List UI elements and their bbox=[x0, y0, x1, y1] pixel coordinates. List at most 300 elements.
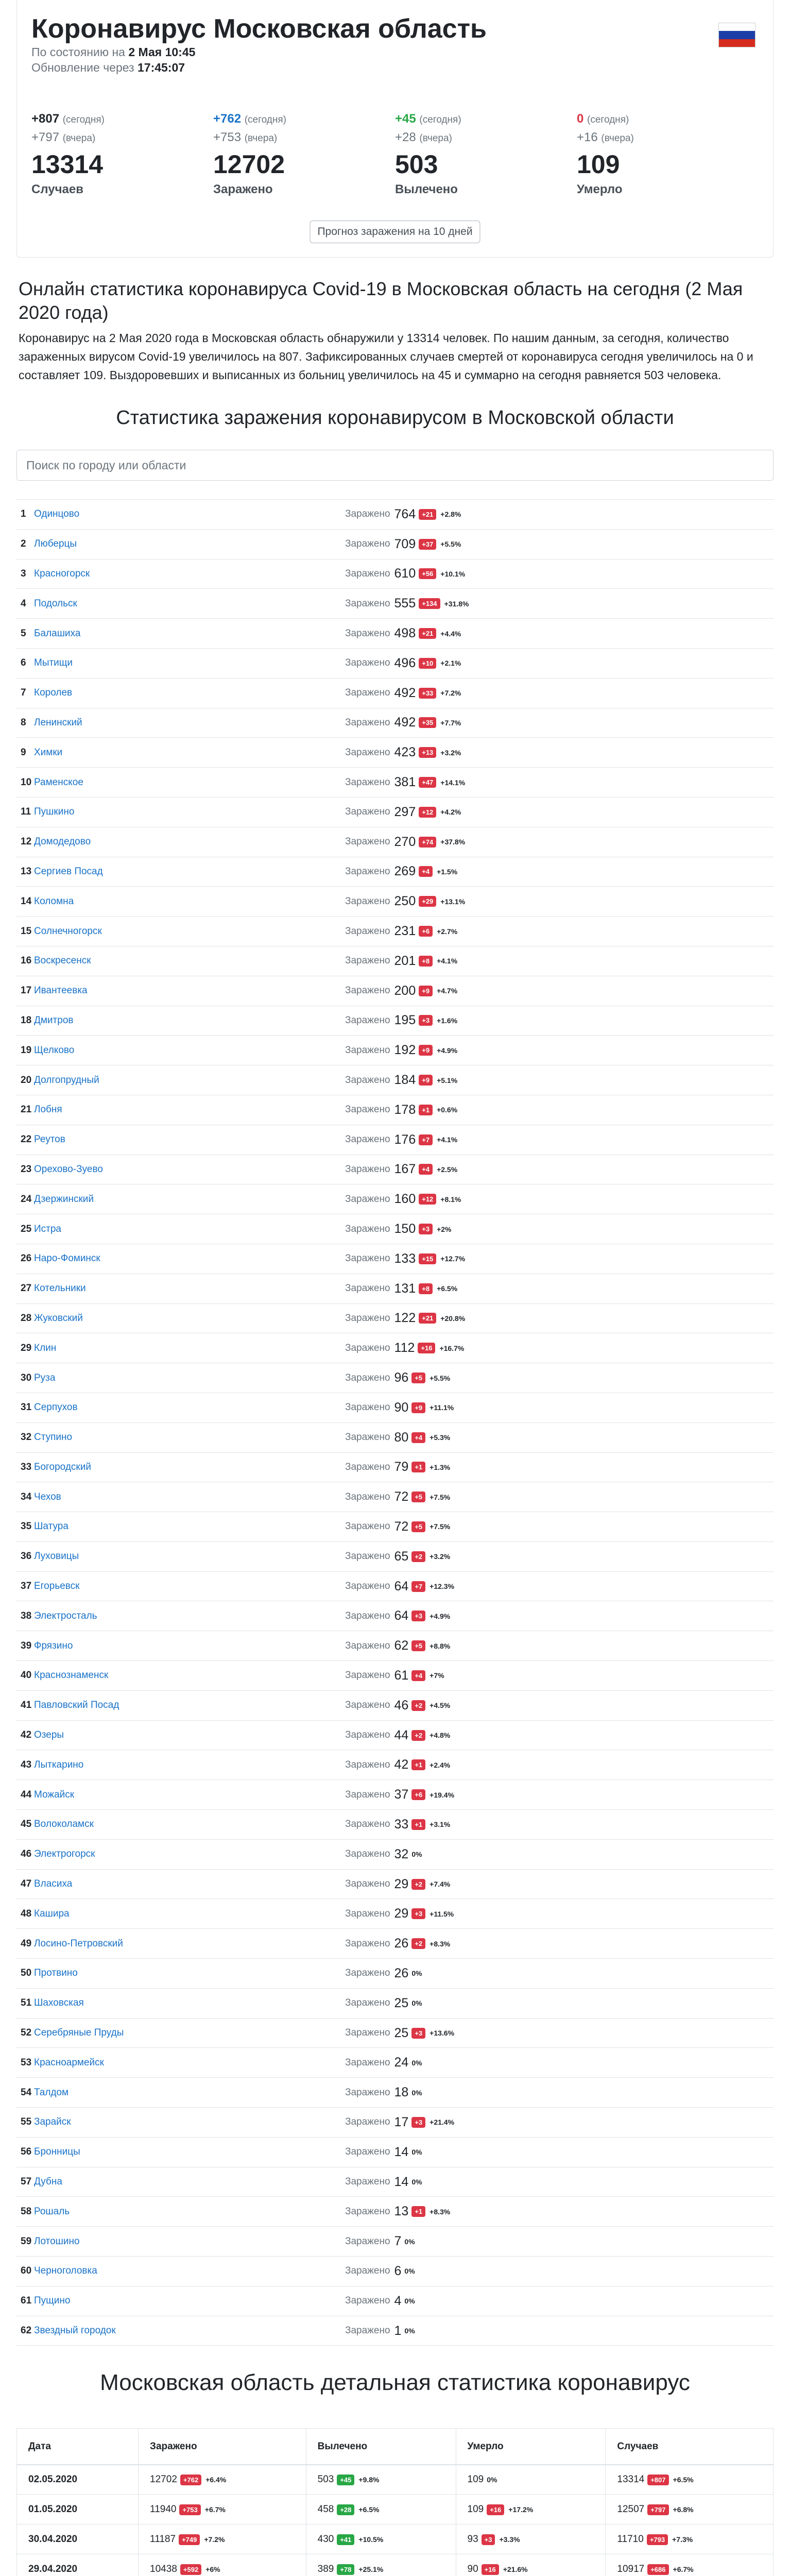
city-row bbox=[16, 2108, 774, 2138]
infected-value: 96 bbox=[394, 1370, 409, 1385]
city-link[interactable]: Рошаль bbox=[34, 2206, 70, 2217]
delta-percent: +2.5% bbox=[437, 1165, 458, 1174]
infected-value: 133 bbox=[394, 1251, 416, 1266]
page-title: Коронавирус Московская область bbox=[31, 14, 487, 44]
city-link[interactable]: Воскресенск bbox=[34, 955, 91, 967]
city-link[interactable]: Королев bbox=[34, 687, 73, 699]
city-rank: 8 bbox=[21, 717, 26, 728]
city-link[interactable]: Талдом bbox=[34, 2087, 69, 2098]
city-link[interactable]: Павловский Посад bbox=[34, 1700, 119, 1711]
delta-percent: +0.6% bbox=[437, 1106, 458, 1114]
city-link[interactable]: Люберцы bbox=[34, 538, 77, 550]
infected-label: Заражено bbox=[345, 2057, 390, 2068]
city-row bbox=[16, 1631, 774, 1661]
delta-badge: +5 bbox=[411, 1640, 425, 1651]
infected-label: Заражено bbox=[345, 2027, 390, 2039]
city-rank: 47 bbox=[21, 1878, 32, 1890]
city-rank: 18 bbox=[21, 1014, 32, 1026]
city-link[interactable]: Солнечногорск bbox=[34, 925, 102, 937]
delta-percent: 0% bbox=[411, 2178, 422, 2187]
infected-value: 195 bbox=[394, 1013, 416, 1028]
delta-percent: +7.4% bbox=[430, 1880, 451, 1889]
city-link[interactable]: Лосино-Петровский bbox=[34, 1938, 123, 1949]
city-link[interactable]: Луховицы bbox=[34, 1551, 79, 1562]
infected-label: Заражено bbox=[345, 598, 390, 609]
city-rank: 38 bbox=[21, 1610, 32, 1621]
delta-badge: +16 bbox=[482, 2564, 499, 2575]
cell-value: 93 bbox=[467, 2533, 478, 2545]
city-link[interactable]: Протвино bbox=[34, 1968, 78, 1979]
infected-value: 14 bbox=[394, 2144, 409, 2159]
city-row bbox=[16, 2257, 774, 2286]
delta-badge: +4 bbox=[419, 1164, 433, 1175]
city-rank: 45 bbox=[21, 1819, 32, 1830]
city-row bbox=[16, 887, 774, 917]
delta-percent: +1.5% bbox=[437, 867, 458, 876]
city-rank: 54 bbox=[21, 2087, 32, 2098]
infected-label: Заражено bbox=[345, 568, 390, 579]
city-link[interactable]: Ленинский bbox=[34, 717, 82, 728]
delta-badge: +134 bbox=[419, 598, 440, 609]
infected-value: 184 bbox=[394, 1073, 416, 1088]
delta-percent: +7.5% bbox=[430, 1522, 451, 1531]
delta-percent: +7.3% bbox=[672, 2535, 693, 2544]
city-row bbox=[16, 946, 774, 976]
infected-value: 423 bbox=[394, 745, 416, 760]
delta-percent: +6.5% bbox=[358, 2505, 380, 2514]
city-link[interactable]: Пущино bbox=[34, 2295, 71, 2307]
infected-value: 269 bbox=[394, 864, 416, 879]
delta-percent: +6.7% bbox=[673, 2565, 694, 2573]
city-row bbox=[16, 2316, 774, 2346]
city-link[interactable]: Лотошино bbox=[34, 2235, 80, 2247]
cell-value: 10438 bbox=[150, 2563, 177, 2574]
city-link[interactable]: Лыткарино bbox=[34, 1759, 84, 1770]
cell-value: 109 bbox=[467, 2474, 484, 2485]
infected-value: 150 bbox=[394, 1222, 416, 1236]
col-date: Дата bbox=[17, 2429, 139, 2465]
delta-badge: +1 bbox=[411, 1462, 425, 1472]
city-link[interactable]: Жуковский bbox=[34, 1312, 83, 1324]
col-cases: Случаев bbox=[606, 2429, 774, 2465]
city-link[interactable]: Фрязино bbox=[34, 1640, 73, 1651]
delta-badge: +3 bbox=[419, 1224, 433, 1234]
city-link[interactable]: Краснознаменск bbox=[34, 1670, 109, 1681]
delta-badge: +9 bbox=[411, 1402, 425, 1413]
delta-badge: +37 bbox=[419, 539, 436, 550]
city-link[interactable]: Истра bbox=[34, 1223, 61, 1234]
article-text: Коронавирус на 2 Мая 2020 года в Московская область обнаружили у 13314 человек. По нашим данным, за сегодня, количество зараженных вирусом Covid-19 увеличилось на 807. Зафиксированных случаев смертей от коронавируса сегодня увеличилось на 0 и составляет 109. Выздоровевших и выписанных из больниц увеличилось на 45 и суммарно на сегодня равняется 503 человека. bbox=[19, 331, 753, 382]
city-rank: 40 bbox=[21, 1670, 32, 1681]
city-link[interactable]: Егорьевск bbox=[34, 1581, 80, 1592]
infected-cell bbox=[139, 2554, 306, 2576]
city-link[interactable]: Озеры bbox=[34, 1730, 64, 1741]
delta-percent: +6.5% bbox=[437, 1284, 458, 1293]
delta-badge: +21 bbox=[419, 1313, 436, 1324]
delta-badge: +8 bbox=[419, 956, 433, 967]
delta-badge: +2 bbox=[411, 1551, 425, 1562]
delta-percent: +6% bbox=[205, 2565, 220, 2573]
delta-percent: +13.1% bbox=[440, 897, 466, 906]
update-countdown: 17:45:07 bbox=[137, 61, 185, 74]
infected-label: Заражено bbox=[345, 1670, 390, 1681]
delta-percent: +17.2% bbox=[508, 2505, 534, 2514]
city-link[interactable]: Шатура bbox=[34, 1521, 68, 1532]
infected-value: 25 bbox=[394, 2025, 409, 2040]
city-link[interactable]: Богородский bbox=[34, 1461, 91, 1472]
infected-label: Заражено bbox=[345, 1283, 390, 1294]
city-link[interactable]: Серебряные Пруды bbox=[34, 2027, 124, 2039]
city-link[interactable]: Котельники bbox=[34, 1283, 86, 1294]
delta-badge: +16 bbox=[487, 2504, 504, 2515]
infected-value: 33 bbox=[394, 1817, 409, 1832]
recovered-cell bbox=[306, 2524, 456, 2554]
city-row bbox=[16, 1840, 774, 1870]
delta-badge: +12 bbox=[419, 1194, 436, 1205]
city-rank: 25 bbox=[21, 1223, 32, 1234]
delta-percent: +8.8% bbox=[430, 1641, 451, 1650]
delta-percent: +10.5% bbox=[358, 2535, 384, 2544]
delta-percent: +1.6% bbox=[437, 1016, 458, 1025]
city-row bbox=[16, 1572, 774, 1602]
city-link[interactable]: Лобня bbox=[34, 1104, 62, 1115]
delta-percent: +7% bbox=[430, 1671, 444, 1680]
total-deaths: 109 bbox=[577, 150, 620, 179]
infected-value: 65 bbox=[394, 1549, 409, 1564]
city-rank: 10 bbox=[21, 776, 32, 788]
delta-badge: +7 bbox=[411, 1581, 425, 1592]
delta-percent: +21.6% bbox=[503, 2565, 528, 2573]
infected-label: Заражено bbox=[345, 2087, 390, 2098]
city-link[interactable]: Домодедово bbox=[34, 836, 91, 848]
city-row bbox=[16, 1721, 774, 1751]
delta-badge: +35 bbox=[419, 717, 436, 728]
city-rank: 19 bbox=[21, 1044, 32, 1056]
delta-percent: +2% bbox=[437, 1225, 452, 1233]
city-row bbox=[16, 1899, 774, 1929]
infected-value: 18 bbox=[394, 2085, 409, 2100]
city-link[interactable]: Долгопрудный bbox=[34, 1074, 99, 1086]
city-link[interactable]: Черноголовка bbox=[34, 2265, 97, 2277]
infected-value: 498 bbox=[394, 626, 416, 641]
city-row bbox=[16, 768, 774, 798]
delta-percent: 0% bbox=[404, 2267, 415, 2276]
city-link[interactable]: Щелково bbox=[34, 1044, 75, 1056]
delta-badge: +753 bbox=[179, 2504, 200, 2515]
city-rank: 14 bbox=[21, 895, 32, 907]
infected-value: 112 bbox=[394, 1341, 415, 1355]
city-row bbox=[16, 560, 774, 589]
city-list bbox=[16, 499, 774, 2346]
delta-percent: +16.7% bbox=[439, 1344, 465, 1352]
city-link[interactable]: Реутов bbox=[34, 1134, 65, 1145]
city-rank: 51 bbox=[21, 1997, 32, 2009]
infected-label: Заражено bbox=[345, 1819, 390, 1830]
city-rank: 52 bbox=[21, 2027, 32, 2039]
city-row bbox=[16, 1214, 774, 1244]
infected-value: 62 bbox=[394, 1638, 409, 1653]
delta-percent: 0% bbox=[404, 2297, 415, 2306]
city-rank: 50 bbox=[21, 1968, 32, 1979]
city-link[interactable]: Наро-Фоминск bbox=[34, 1253, 100, 1264]
russia-flag-icon bbox=[718, 23, 755, 47]
infected-value: 64 bbox=[394, 1579, 409, 1594]
city-link[interactable]: Ступино bbox=[34, 1432, 73, 1443]
infected-label: Заражено bbox=[345, 1014, 390, 1026]
infected-value: 64 bbox=[394, 1608, 409, 1623]
city-row bbox=[16, 1542, 774, 1572]
city-row bbox=[16, 1691, 774, 1721]
city-rank: 7 bbox=[21, 687, 26, 699]
infected-value: 176 bbox=[394, 1132, 416, 1147]
city-row bbox=[16, 1304, 774, 1334]
city-rank: 1 bbox=[21, 509, 26, 520]
detail-table-header bbox=[17, 2429, 774, 2465]
city-row bbox=[16, 976, 774, 1006]
city-row bbox=[16, 1482, 774, 1512]
city-link[interactable]: Клин bbox=[34, 1342, 57, 1353]
delta-percent: 0% bbox=[411, 2088, 422, 2097]
stats-row bbox=[31, 110, 759, 197]
delta-percent: +2.4% bbox=[430, 1760, 451, 1769]
delta-badge: +78 bbox=[337, 2564, 354, 2575]
infected-value: 492 bbox=[394, 715, 416, 730]
city-link[interactable]: Звездный городок bbox=[34, 2325, 116, 2336]
infected-label: Заражено bbox=[345, 628, 390, 639]
delta-badge: +793 bbox=[647, 2534, 668, 2545]
city-link[interactable]: Серпухов bbox=[34, 1402, 78, 1413]
delta-percent: +7.2% bbox=[204, 2535, 225, 2544]
infected-label: Заражено bbox=[345, 1878, 390, 1890]
city-row bbox=[16, 589, 774, 619]
infected-label: Заражено bbox=[345, 1521, 390, 1532]
delta-badge: +9 bbox=[419, 1045, 433, 1056]
city-row bbox=[16, 1125, 774, 1155]
delta-percent: +2.7% bbox=[437, 927, 458, 936]
delta-badge: +10 bbox=[419, 658, 436, 669]
delta-percent: 0% bbox=[487, 2476, 497, 2484]
total-cases: 13314 bbox=[31, 150, 104, 179]
infected-label: Заражено bbox=[345, 1908, 390, 1919]
city-row bbox=[16, 2227, 774, 2257]
delta-percent: +37.8% bbox=[440, 838, 466, 846]
infected-label: Заражено bbox=[345, 1700, 390, 1711]
city-link[interactable]: Волоколамск bbox=[34, 1819, 94, 1830]
city-rank: 17 bbox=[21, 985, 32, 996]
deaths-cell bbox=[456, 2524, 606, 2554]
city-row bbox=[16, 2167, 774, 2197]
city-link[interactable]: Дзержинский bbox=[34, 1193, 94, 1205]
infected-value: 42 bbox=[394, 1757, 409, 1772]
infected-label: Заражено bbox=[345, 657, 390, 669]
delta-percent: +7.5% bbox=[430, 1493, 451, 1501]
city-rank: 36 bbox=[21, 1551, 32, 1562]
cell-value: 12507 bbox=[617, 2503, 645, 2515]
delta-percent: +9.8% bbox=[358, 2476, 380, 2484]
city-link[interactable]: Дмитров bbox=[34, 1014, 74, 1026]
city-link[interactable]: Мытищи bbox=[34, 657, 73, 669]
city-row bbox=[16, 1870, 774, 1900]
delta-percent: 0% bbox=[411, 1969, 422, 1978]
infected-label: Заражено bbox=[345, 955, 390, 967]
city-rank: 46 bbox=[21, 1849, 32, 1860]
table-row bbox=[17, 2465, 774, 2495]
city-link[interactable]: Балашиха bbox=[34, 628, 81, 639]
delta-percent: +6.5% bbox=[673, 2476, 694, 2484]
infected-label: Заражено bbox=[345, 2325, 390, 2336]
city-row bbox=[16, 679, 774, 708]
summary-card bbox=[16, 0, 774, 258]
delta-percent: +4.5% bbox=[430, 1701, 451, 1710]
city-rank: 15 bbox=[21, 925, 32, 937]
cases-cell bbox=[606, 2524, 774, 2554]
city-link[interactable]: Зарайск bbox=[34, 2116, 71, 2128]
infected-label: Заражено bbox=[345, 1074, 390, 1086]
delta-badge: +762 bbox=[180, 2475, 201, 2485]
city-link[interactable]: Дубна bbox=[34, 2176, 62, 2188]
recovered-cell bbox=[306, 2465, 456, 2495]
infected-value: 381 bbox=[394, 775, 416, 790]
city-link[interactable]: Руза bbox=[34, 1372, 56, 1383]
infected-value: 72 bbox=[394, 1489, 409, 1504]
city-link[interactable]: Коломна bbox=[34, 895, 74, 907]
city-link[interactable]: Бронницы bbox=[34, 2146, 80, 2158]
col-deaths: Умерло bbox=[456, 2429, 606, 2465]
city-link[interactable]: Пушкино bbox=[34, 806, 75, 818]
table-row bbox=[17, 2495, 774, 2524]
table-row bbox=[17, 2524, 774, 2554]
city-rank: 60 bbox=[21, 2265, 32, 2277]
city-row bbox=[16, 1959, 774, 1989]
infected-label: Заражено bbox=[345, 1610, 390, 1621]
city-row bbox=[16, 1244, 774, 1274]
city-rank: 24 bbox=[21, 1193, 32, 1205]
forecast-button[interactable]: Прогноз заражения на 10 дней bbox=[310, 221, 480, 243]
stat-deaths: 0 (сегодня) +16 (вчера) 109 Умерло bbox=[577, 110, 759, 197]
city-rank: 59 bbox=[21, 2235, 32, 2247]
city-rank: 20 bbox=[21, 1074, 32, 1086]
infected-label: Заражено bbox=[345, 2176, 390, 2188]
city-link[interactable]: Орехово-Зуево bbox=[34, 1163, 103, 1175]
delta-percent: +5.5% bbox=[430, 1374, 451, 1382]
city-link[interactable]: Красноармейск bbox=[34, 2057, 104, 2068]
delta-percent: 0% bbox=[411, 2058, 422, 2067]
delta-badge: +2 bbox=[411, 1879, 425, 1890]
city-link[interactable]: Одинцово bbox=[34, 509, 80, 520]
city-link[interactable]: Ивантеевка bbox=[34, 985, 88, 996]
delta-percent: +21.4% bbox=[430, 2118, 455, 2127]
city-link[interactable]: Кашира bbox=[34, 1908, 70, 1919]
infected-label: Заражено bbox=[345, 2116, 390, 2128]
city-row bbox=[16, 1453, 774, 1483]
infected-label: Заражено bbox=[345, 985, 390, 996]
cases-cell bbox=[606, 2554, 774, 2576]
delta-percent: +6.8% bbox=[673, 2505, 694, 2514]
city-link[interactable]: Власиха bbox=[34, 1878, 73, 1890]
delta-badge: +29 bbox=[419, 896, 436, 907]
as-of-line: По состоянию на 2 Мая 10:45 bbox=[31, 45, 196, 59]
detail-section-title: Московская область детальная статистика коронавирус bbox=[100, 2370, 690, 2396]
infected-value: 250 bbox=[394, 894, 416, 909]
delta-badge: +3 bbox=[411, 1611, 425, 1621]
city-row bbox=[16, 857, 774, 887]
infected-label: Заражено bbox=[345, 1372, 390, 1383]
deaths-cell bbox=[456, 2465, 606, 2495]
cell-value: 10917 bbox=[617, 2563, 645, 2574]
infected-value: 492 bbox=[394, 685, 416, 700]
col-infected: Заражено bbox=[139, 2429, 306, 2465]
infected-label: Заражено bbox=[345, 925, 390, 937]
city-rank: 42 bbox=[21, 1730, 32, 1741]
city-link[interactable]: Электросталь bbox=[34, 1610, 97, 1621]
infected-value: 131 bbox=[394, 1281, 416, 1296]
city-row bbox=[16, 2197, 774, 2227]
infected-label: Заражено bbox=[345, 1551, 390, 1562]
infected-label: Заражено bbox=[345, 895, 390, 907]
infected-value: 200 bbox=[394, 983, 416, 998]
city-rank: 41 bbox=[21, 1700, 32, 1711]
delta-percent: +4.7% bbox=[437, 987, 458, 995]
delta-percent: +3.2% bbox=[440, 748, 461, 757]
city-link[interactable]: Электрогорск bbox=[34, 1849, 95, 1860]
city-row bbox=[16, 500, 774, 530]
city-link[interactable]: Красногорск bbox=[34, 568, 90, 579]
infected-label: Заражено bbox=[345, 1849, 390, 1860]
city-search-input[interactable] bbox=[16, 450, 774, 481]
infected-value: 44 bbox=[394, 1727, 409, 1742]
delta-badge: +13 bbox=[419, 747, 436, 758]
infected-label: Заражено bbox=[345, 1968, 390, 1979]
city-rank: 33 bbox=[21, 1461, 32, 1472]
detail-table bbox=[16, 2428, 774, 2576]
city-link[interactable]: Шаховская bbox=[34, 1997, 84, 2009]
city-link[interactable]: Раменское bbox=[34, 776, 83, 788]
city-rank: 11 bbox=[21, 806, 31, 818]
city-link[interactable]: Можайск bbox=[34, 1789, 75, 1800]
delta-badge: +3 bbox=[482, 2534, 495, 2545]
infected-value: 201 bbox=[394, 953, 416, 968]
infected-cell bbox=[139, 2465, 306, 2495]
infected-label: Заражено bbox=[345, 1134, 390, 1145]
date-cell: 01.05.2020 bbox=[17, 2495, 139, 2524]
city-rank: 12 bbox=[21, 836, 32, 848]
city-link[interactable]: Чехов bbox=[34, 1491, 61, 1502]
city-row bbox=[16, 1989, 774, 2019]
infected-label: Заражено bbox=[345, 1253, 390, 1264]
city-rank: 5 bbox=[21, 628, 26, 639]
infected-label: Заражено bbox=[345, 866, 390, 877]
delta-percent: 0% bbox=[411, 1850, 422, 1859]
infected-label: Заражено bbox=[345, 2235, 390, 2247]
city-link[interactable]: Подольск bbox=[34, 598, 77, 609]
city-row bbox=[16, 1750, 774, 1780]
delta-badge: +28 bbox=[337, 2504, 354, 2515]
city-rank: 6 bbox=[21, 657, 26, 669]
infected-label: Заражено bbox=[345, 687, 390, 699]
article bbox=[16, 277, 774, 384]
city-link[interactable]: Сергиев Посад bbox=[34, 866, 103, 877]
city-row bbox=[16, 2078, 774, 2108]
infected-value: 61 bbox=[394, 1668, 409, 1683]
delta-badge: +4 bbox=[411, 1432, 425, 1443]
delta-badge: +1 bbox=[411, 2206, 425, 2217]
city-row bbox=[16, 1155, 774, 1185]
infected-value: 17 bbox=[394, 2114, 409, 2129]
city-link[interactable]: Химки bbox=[34, 747, 63, 758]
delta-percent: +2.8% bbox=[440, 510, 461, 519]
delta-badge: +15 bbox=[419, 1253, 436, 1264]
infected-value: 25 bbox=[394, 1995, 409, 2010]
